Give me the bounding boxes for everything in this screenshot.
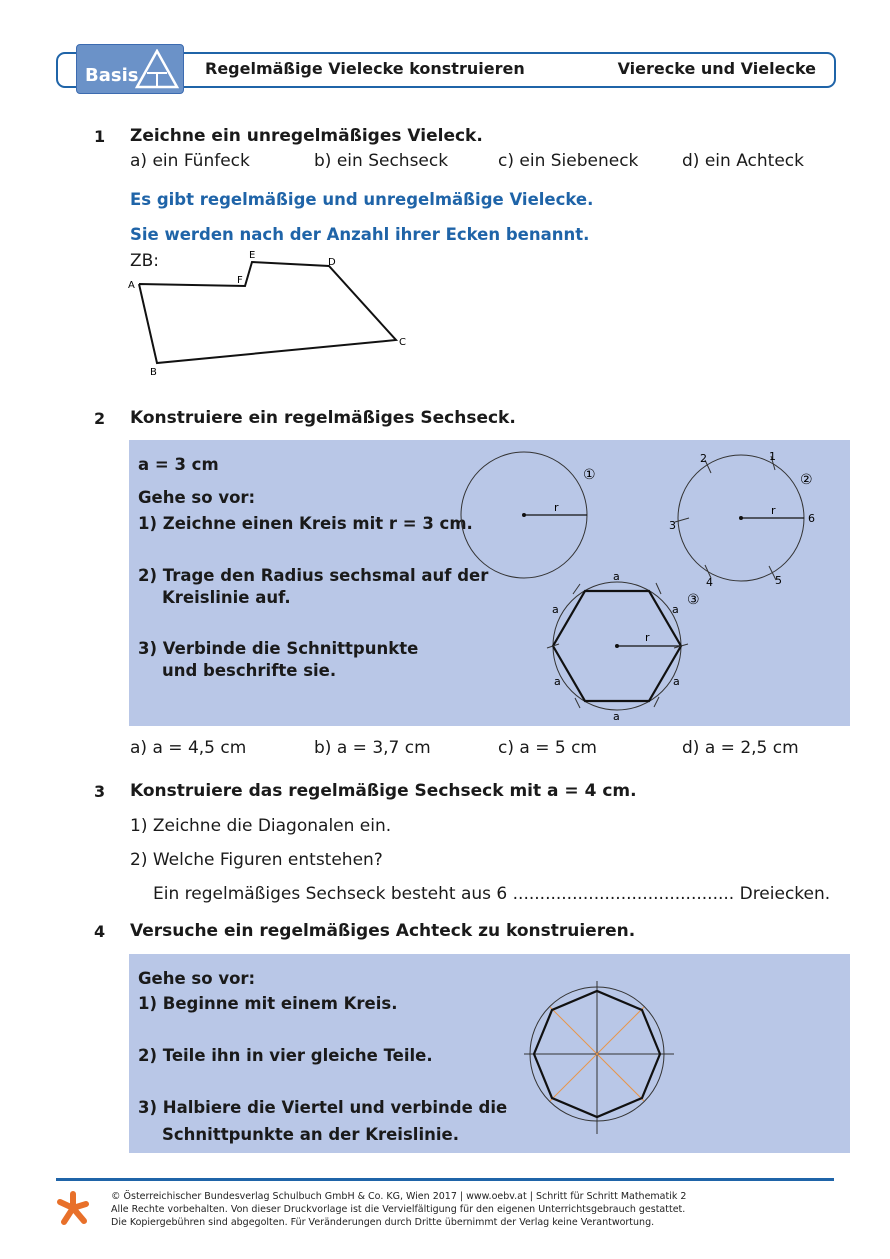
step-1: 1) Zeichne einen Kreis mit r = 3 cm. — [138, 514, 473, 533]
subtask-1: 1) Zeichne die Diagonalen ein. — [130, 816, 392, 836]
option-a: a) a = 4,5 cm — [130, 738, 247, 758]
task-number: 2 — [94, 409, 106, 428]
side-label: a — [554, 675, 561, 688]
octagon-construction-figure — [514, 979, 674, 1139]
instruction-box — [129, 954, 850, 1153]
fill-in-sentence: Ein regelmäßiges Sechseck besteht aus 6 ......................................... Dreiecken. — [153, 884, 831, 904]
figure-marker: ① — [583, 467, 596, 483]
triangle-logo-icon — [135, 49, 179, 89]
side-label: a — [673, 675, 680, 688]
division-number: 5 — [775, 574, 782, 587]
step-3: 3) Verbinde die Schnittpunkte — [138, 639, 419, 658]
step-3: 3) Halbiere die Viertel und verbinde die — [138, 1098, 508, 1117]
irregular-polygon-figure — [120, 245, 420, 385]
option-d: d) ein Achteck — [682, 151, 804, 171]
example-label: ZB: — [130, 251, 160, 271]
step-2: 2) Trage den Radius sechsmal auf der — [138, 566, 489, 585]
option-a: a) ein Fünfeck — [130, 151, 250, 171]
division-number: 6 — [808, 512, 815, 525]
instruction-box — [129, 440, 850, 726]
figure-marker: ③ — [687, 592, 700, 608]
option-b: b) ein Sechseck — [314, 151, 449, 171]
hexagon-construction-figure — [449, 440, 849, 726]
vertex-label: B — [150, 367, 157, 378]
vertex-label: F — [237, 275, 243, 286]
step-3-cont: Schnittpunkte an der Kreislinie. — [162, 1125, 459, 1144]
vertex-label: E — [249, 250, 256, 261]
side-label: a — [672, 603, 679, 616]
task-title: Versuche ein regelmäßiges Achteck zu konstruieren. — [130, 921, 636, 941]
radius-label: r — [771, 504, 776, 517]
division-number: 1 — [769, 450, 776, 463]
info-text: Sie werden nach der Anzahl ihrer Ecken benannt. — [130, 225, 590, 244]
radius-label: r — [554, 501, 559, 514]
basis-label: Basis — [85, 65, 139, 86]
option-d: d) a = 2,5 cm — [682, 738, 799, 758]
step-3-cont: und beschrifte sie. — [162, 661, 337, 680]
side-label: a — [613, 570, 620, 583]
step-2-cont: Kreislinie auf. — [162, 588, 291, 607]
info-text: Es gibt regelmäßige und unregelmäßige Vielecke. — [130, 190, 594, 209]
option-c: c) a = 5 cm — [498, 738, 597, 758]
task-title: Zeichne ein unregelmäßiges Vieleck. — [130, 126, 483, 146]
figure-marker: ② — [800, 472, 813, 488]
given-value: a = 3 cm — [138, 455, 219, 474]
task-number: 4 — [94, 922, 106, 941]
instruction-intro: Gehe so vor: — [138, 969, 256, 988]
division-number: 3 — [669, 519, 676, 532]
step-2: 2) Teile ihn in vier gleiche Teile. — [138, 1046, 433, 1065]
vertex-label: C — [399, 337, 406, 348]
task-title: Konstruiere das regelmäßige Sechseck mit a = 4 cm. — [130, 781, 637, 801]
instruction-intro: Gehe so vor: — [138, 488, 256, 507]
side-label: a — [613, 710, 620, 723]
publisher-logo-icon — [56, 1190, 90, 1226]
option-b: b) a = 3,7 cm — [314, 738, 431, 758]
vertex-label: A — [128, 280, 135, 291]
section-title: Vierecke und Vielecke — [617, 59, 816, 78]
vertex-label: D — [328, 257, 336, 268]
basis-badge — [76, 44, 184, 94]
side-label: a — [552, 603, 559, 616]
task-number: 1 — [94, 127, 106, 146]
option-c: c) ein Siebeneck — [498, 151, 639, 171]
subtask-2: 2) Welche Figuren entstehen? — [130, 850, 383, 870]
radius-label: r — [645, 631, 650, 644]
task-number: 3 — [94, 782, 106, 801]
step-1: 1) Beginne mit einem Kreis. — [138, 994, 398, 1013]
footer-divider — [56, 1178, 834, 1181]
division-number: 4 — [706, 576, 713, 589]
page-title: Regelmäßige Vielecke konstruieren — [205, 59, 525, 78]
footer-copyright: © Österreichischer Bundesverlag Schulbuch GmbH & Co. KG, Wien 2017 | www.oebv.at | Schritt für Schritt Mathematik 2 Alle Rechte vorbehalten. Von dieser Druckvorlage ist die Vervielfältigung für den eigenen Unterrichtsgebrauch gestattet. Die Kopiergebühren sind abgegolten. Für Veränderungen durch Dritte übernimmt der Verlag keine Verantwortung. — [111, 1191, 687, 1228]
division-number: 2 — [700, 452, 707, 465]
task-title: Konstruiere ein regelmäßiges Sechseck. — [130, 408, 516, 428]
